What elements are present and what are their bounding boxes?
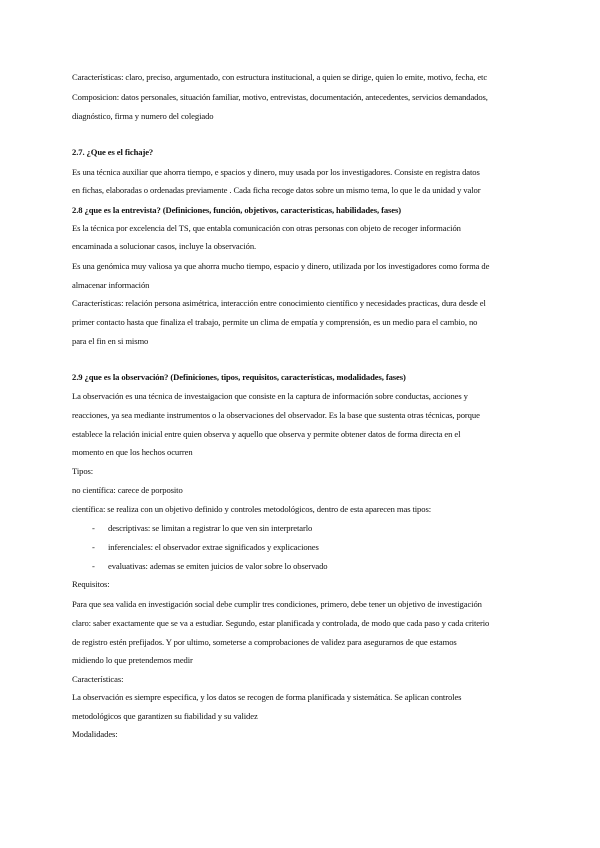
composition-line-2: diagnóstico, firma y numero del colegiado: [72, 111, 214, 121]
paragraph-line: primer contacto hasta que finaliza el trabajo, permite un clima de empatía y comprensión, es un medio para el cambio, no: [72, 317, 478, 327]
section-heading-2-8: 2.8 ¿que es la entrevista? (Definiciones, función, objetivos, caracteristicas, habilidades, fases): [72, 205, 401, 215]
requirements-label: Requisitos:: [72, 579, 110, 589]
section-heading-2-7: 2.7. ¿Que es el fichaje?: [72, 147, 154, 157]
paragraph-line: Es la técnica por excelencia del TS, que entabla comunicación con otras personas con objeto de recoger información: [72, 223, 461, 233]
paragraph-line: momento en que los hechos ocurren: [72, 447, 193, 457]
paragraph-line: claro: saber exactamente que se va a estudiar. Segundo, estar planificada y controlada, de modo que cada paso y cada criterio: [72, 618, 490, 628]
paragraph-line: reacciones, ya sea mediante instrumentos o la observaciones del observador. Es la base que sustenta otras técnicas, porque: [72, 410, 480, 420]
paragraph-line: La observación es siempre especifica, y los datos se recogen de forma planificada y sistemática. Se aplican controles: [72, 692, 462, 702]
paragraph-line: establece la relación inicial entre quien observa y aquello que observa y permite obtener datos de forma directa en el: [72, 429, 461, 439]
paragraph-line: La observación es una técnica de investaigacion que consiste en la captura de información sobre conductas, acciones y: [72, 391, 468, 401]
paragraph-line: científica: se realiza con un objetivo definido y controles metodológicos, dentro de esta aparecen mas tipos:: [72, 504, 431, 514]
paragraph-line: almacenar información: [72, 280, 150, 290]
list-item: descriptivas: se limitan a registrar lo que ven sin interpretarlo: [108, 523, 313, 533]
paragraph-line: de registro estén prefijados. Y por ultimo, someterse a comprobaciones de validez para asegurarnos de que estamos: [72, 637, 457, 647]
paragraph-line: no científica: carece de porposito: [72, 485, 183, 495]
paragraph-line: encaminada a solucionar casos, incluye la observación.: [72, 241, 257, 251]
section-heading-2-9: 2.9 ¿que es la observación? (Definiciones, tipos, requisitos, características, modalidades, fases): [72, 372, 406, 382]
composition-line: Composicion: datos personales, situación familiar, motivo, entrevistas, documentación, antecedentes, servicios demandados,: [72, 92, 488, 102]
types-label: Tipos:: [72, 466, 94, 476]
paragraph-line: en fichas, elaboradas o ordenadas previamente . Cada ficha recoge datos sobre un mismo tema, lo que le da unidad y valor: [72, 185, 481, 195]
paragraph-line: Es una genómica muy valiosa ya que ahorra mucho tiempo, espacio y dinero, utilizada por los investigadores como forma de: [72, 261, 490, 271]
paragraph-line: Características: relación persona asimétrica, interacción entre conocimiento científico y necesidades practicas, dura desde el: [72, 298, 486, 308]
paragraph-line: para el fin en si mismo: [72, 336, 149, 346]
characteristics-line: Características: claro, preciso, argumentado, con estructura institucional, a quien se dirige, quien lo emite, motivo, fecha, etc: [72, 72, 488, 82]
paragraph-line: Para que sea valida en investigación social debe cumplir tres condiciones, primero, debe tener un objetivo de investigación: [72, 599, 482, 609]
bullet-marker: -: [92, 523, 95, 533]
paragraph-line: metodológicos que garantizen su fiabilidad y su validez: [72, 711, 258, 721]
list-item: evaluativas: ademas se emiten juicios de valor sobre lo observado: [108, 561, 328, 571]
paragraph-line: Es una técnica auxiliar que ahorra tiempo, e spacios y dinero, muy usada por los investigadores. Consiste en registra datos: [72, 167, 480, 177]
list-item: inferenciales: el observador extrae significados y explicaciones: [108, 542, 319, 552]
bullet-marker: -: [92, 542, 95, 552]
modalities-label: Modalidades:: [72, 729, 118, 739]
characteristics-label: Características:: [72, 674, 124, 684]
bullet-marker: -: [92, 561, 95, 571]
paragraph-line: midiendo lo que pretendemos medir: [72, 655, 193, 665]
